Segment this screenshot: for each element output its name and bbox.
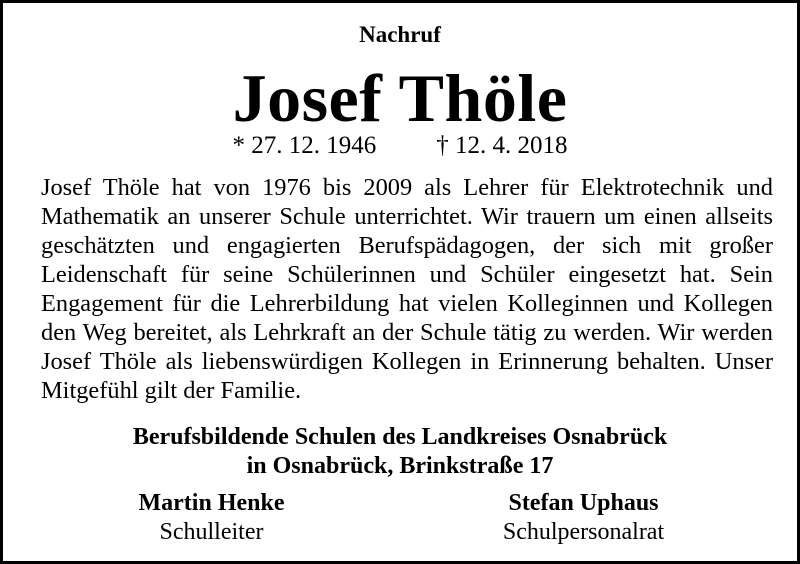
- signer-role: Schulpersonalrat: [502, 519, 665, 545]
- signer-role: Schulleiter: [159, 519, 264, 545]
- deceased-name: Josef Thöle: [232, 60, 568, 136]
- birth-date: * 27. 12. 1946: [232, 132, 377, 159]
- notice-heading: Nachruf: [359, 22, 441, 47]
- obituary-text: Josef Thöle hat von 1976 bis 2009 als Lehrer für Elektrotechnik und Mathematik an unserer Schule unterrichtet. Wir trauern um einen allseits geschätzten und engagierten Berufspädagogen, der sich mit großer Leidenschaft für seine Schülerinnen und Schüler eingesetzt hat. Sein Engagement für die Lehrerbildung hat vielen Kolleginnen und Kollegen den Weg bereitet, als Lehrkraft an der Schule tätig zu werden. Wir werden Josef Thöle als liebenswürdigen Kollegen in Erinnerung behalten. Unser Mitgefühl gilt der Familie.: [41, 174, 773, 404]
- signer-principal: [3, 489, 400, 547]
- signer-staff-council: [400, 489, 797, 547]
- school-name-line1: Berufsbildende Schulen des Landkreises Osnabrück: [132, 424, 668, 450]
- school-name: [3, 423, 797, 481]
- signer-name: Martin Henke: [138, 490, 285, 516]
- school-address-line: in Osnabrück, Brinkstraße 17: [246, 453, 554, 479]
- life-dates: [3, 131, 797, 161]
- signer-name: Stefan Uphaus: [508, 490, 659, 516]
- signers: [3, 489, 797, 547]
- death-date: † 12. 4. 2018: [436, 132, 568, 159]
